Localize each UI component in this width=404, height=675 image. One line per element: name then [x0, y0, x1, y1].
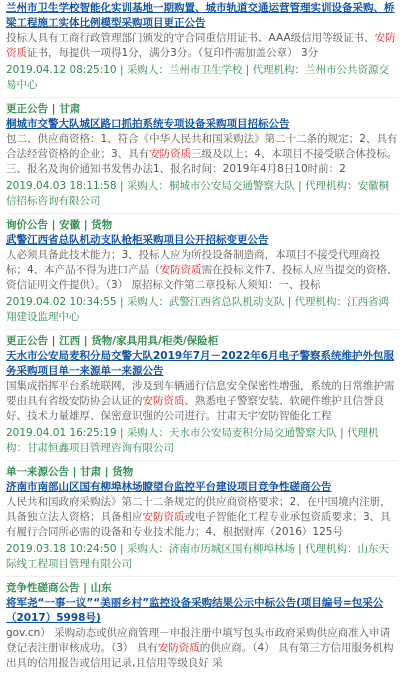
- result-title-link[interactable]: 将军尧“一事一议”“美丽乡村”监控设备采购结果公示中标公告(项目编号=包采公（2017）5998号): [6, 597, 384, 624]
- category-tags: 更正公告 | 甘肃: [6, 103, 81, 115]
- category-tags: 单一来源公告 | 甘肃 | 货物: [6, 466, 134, 478]
- publish-date: 2019.03.18 10:24:50: [6, 543, 117, 555]
- result-snippet: [6, 626, 398, 671]
- purchaser: 采购人：桐城市公安局交通警察大队: [126, 180, 295, 192]
- snippet-text: 人必须具备此技术能力；3、投标人应为所投设备制造商，本项目不接受代理商投标；4、本产品不得为进口产品（: [6, 249, 381, 276]
- snippet-text: 或电子智能化工程专业承包资质要求；3、具有履行合同所必需的设备和专业技术能力；4、根据财库（2016）125号: [6, 511, 391, 538]
- highlight-keyword: 安防资质: [142, 395, 185, 407]
- result-meta: 2019.04.01 16:25:19 | 采购人：天水市公安局麦积分局交通警察大队 | 代理机构：甘肃恒鑫项目管理咨询有限公司: [6, 427, 379, 454]
- snippet-text: 的供应商。（4） 具有第三方信用服务机构出具的信用报告或信用记录,且信用等级良好 采: [6, 642, 394, 669]
- publish-date: 2019.04.02 10:34:55: [6, 296, 117, 308]
- snippet-text: 、熟悉电子警察安装、软硬件维护且信誉良好、技术力量雄厚、保密意识强的公司进行。甘肃天宇安防智能化工程: [6, 395, 384, 422]
- agency: 代理机构：安徽桐信招标咨询有限公司: [6, 180, 390, 207]
- publish-date: 2019.04.03 18:11:58: [6, 180, 117, 192]
- purchaser: 采购人：济南市历城区国有柳埠林场: [126, 543, 295, 555]
- snippet-text: gov.cn） 采购动态或供应商管理－申报注册中填写包头市政府采购供应商准入申请登记表注册审核成功。（3） 具有: [6, 627, 391, 654]
- result-title-link[interactable]: 天水市公安局麦积分局交警大队2019年7月－2022年6月电子警察系统维护外包服务采购项目单一来源单一来源公告: [6, 350, 395, 377]
- result-meta: 2019.04.02 10:34:55 | 采购人：武警江西省总队机动支队 | 代理机构：江西省鸿翔建设监理中心: [6, 296, 390, 323]
- agency: 代理机构：兰州市公共资源交易中心: [6, 64, 390, 91]
- result-title-link[interactable]: 武警江西省总队机动支队枪柜采购项目公开招标变更公告: [6, 234, 269, 246]
- snippet-text: 国集成指挥平台系统联网，涉及到车辆通行信息安全保密性增强，系统的日常维护需要由具有省级安防协会认证的: [6, 380, 395, 407]
- category-tags: 竞争性磋商公告 | 山东: [6, 582, 112, 594]
- agency: 代理机构：甘肃恒鑫项目管理咨询有限公司: [6, 427, 379, 454]
- snippet-text: 投标人具有工商行政管理部门颁发的守合同重信用证书、AAA级信用等级证书、: [6, 32, 375, 44]
- snippet-text: 需在投标文件7、投标人应当提交的资格、资信证明文件提供）。（3） 原招标文件第二章投标人须知：一、投标: [6, 264, 398, 291]
- publish-date: 2019.04.12 08:25:10: [6, 64, 117, 76]
- result-meta: 2019.04.03 18:11:58 | 采购人：桐城市公安局交通警察大队 | 代理机构：安徽桐信招标咨询有限公司: [6, 180, 390, 207]
- highlight-keyword: 安防资质: [6, 32, 396, 59]
- result-snippet: [6, 495, 398, 540]
- list-item: [6, 98, 398, 214]
- result-snippet: [6, 132, 398, 177]
- category-tags: 更正公告 | 江西 | 货物/家具用具/柜类/保险柜: [6, 335, 219, 347]
- result-snippet: [6, 248, 398, 293]
- result-title-link[interactable]: 济南市南部山区国有柳埠林场瞭望台监控平台建设项目竞争性磋商公告: [6, 481, 332, 493]
- purchaser: 采购人：武警江西省总队机动支队: [126, 296, 285, 308]
- highlight-keyword: 安防资质: [142, 511, 185, 523]
- highlight-keyword: 安防资质: [157, 642, 200, 654]
- agency: 代理机构：山东天际线工程项目管理有限公司: [6, 543, 390, 570]
- snippet-text: 三级及以上；4、本项目不接受联合体投标。三、报名及询价通知书发售办法1、报名时间：2019年4月8日10时前：2: [6, 148, 398, 175]
- list-item: [6, 330, 398, 461]
- snippet-text: 证书，每提供一项得1分，满分3分。（复印件需加盖公章） 3分: [27, 47, 319, 59]
- list-item: [6, 577, 398, 675]
- publish-date: 2019.04.01 16:25:19: [6, 427, 117, 439]
- result-meta: 2019.03.18 10:24:50 | 采购人：济南市历城区国有柳埠林场 | 代理机构：山东天际线工程项目管理有限公司: [6, 543, 390, 570]
- result-snippet: [6, 379, 398, 424]
- snippet-text: 人民共和国政府采购法》第二十二条规定的供应商资格要求；2、在中国境内注册，具备独立法人资格；具备相应: [6, 496, 391, 523]
- highlight-keyword: 安防资质: [159, 264, 202, 276]
- category-tags: 询价公告 | 安徽 | 货物: [6, 219, 113, 231]
- highlight-keyword: 安防资质: [149, 148, 192, 160]
- snippet-text: 包二、供应商资格：1、符合《中华人民共和国采购法》第二十二条的规定；2、具有合法经营资格的企业；3、具有: [6, 133, 398, 160]
- result-snippet: [6, 31, 398, 61]
- purchaser: 采购人：天水市公安局麦积分局交通警察大队: [126, 427, 337, 439]
- list-item: [6, 461, 398, 577]
- result-meta: 2019.04.12 08:25:10 | 采购人：兰州市卫生学校 | 代理机构：兰州市公共资源交易中心: [6, 64, 390, 91]
- result-title-link[interactable]: 兰州市卫生学校智能化实训基地一期购置、城市轨道交通运营管理实训设备采购、桥梁工程施工实体比例模型采购项目更正公告: [6, 2, 395, 29]
- purchaser: 采购人：兰州市卫生学校: [126, 64, 243, 76]
- result-title-link[interactable]: 桐城市交警大队城区路口抓拍系统专项设备采购项目招标公告: [6, 118, 290, 130]
- agency: 代理机构：江西省鸿翔建设监理中心: [6, 296, 390, 323]
- list-item: [6, 214, 398, 330]
- list-item: [6, 0, 398, 98]
